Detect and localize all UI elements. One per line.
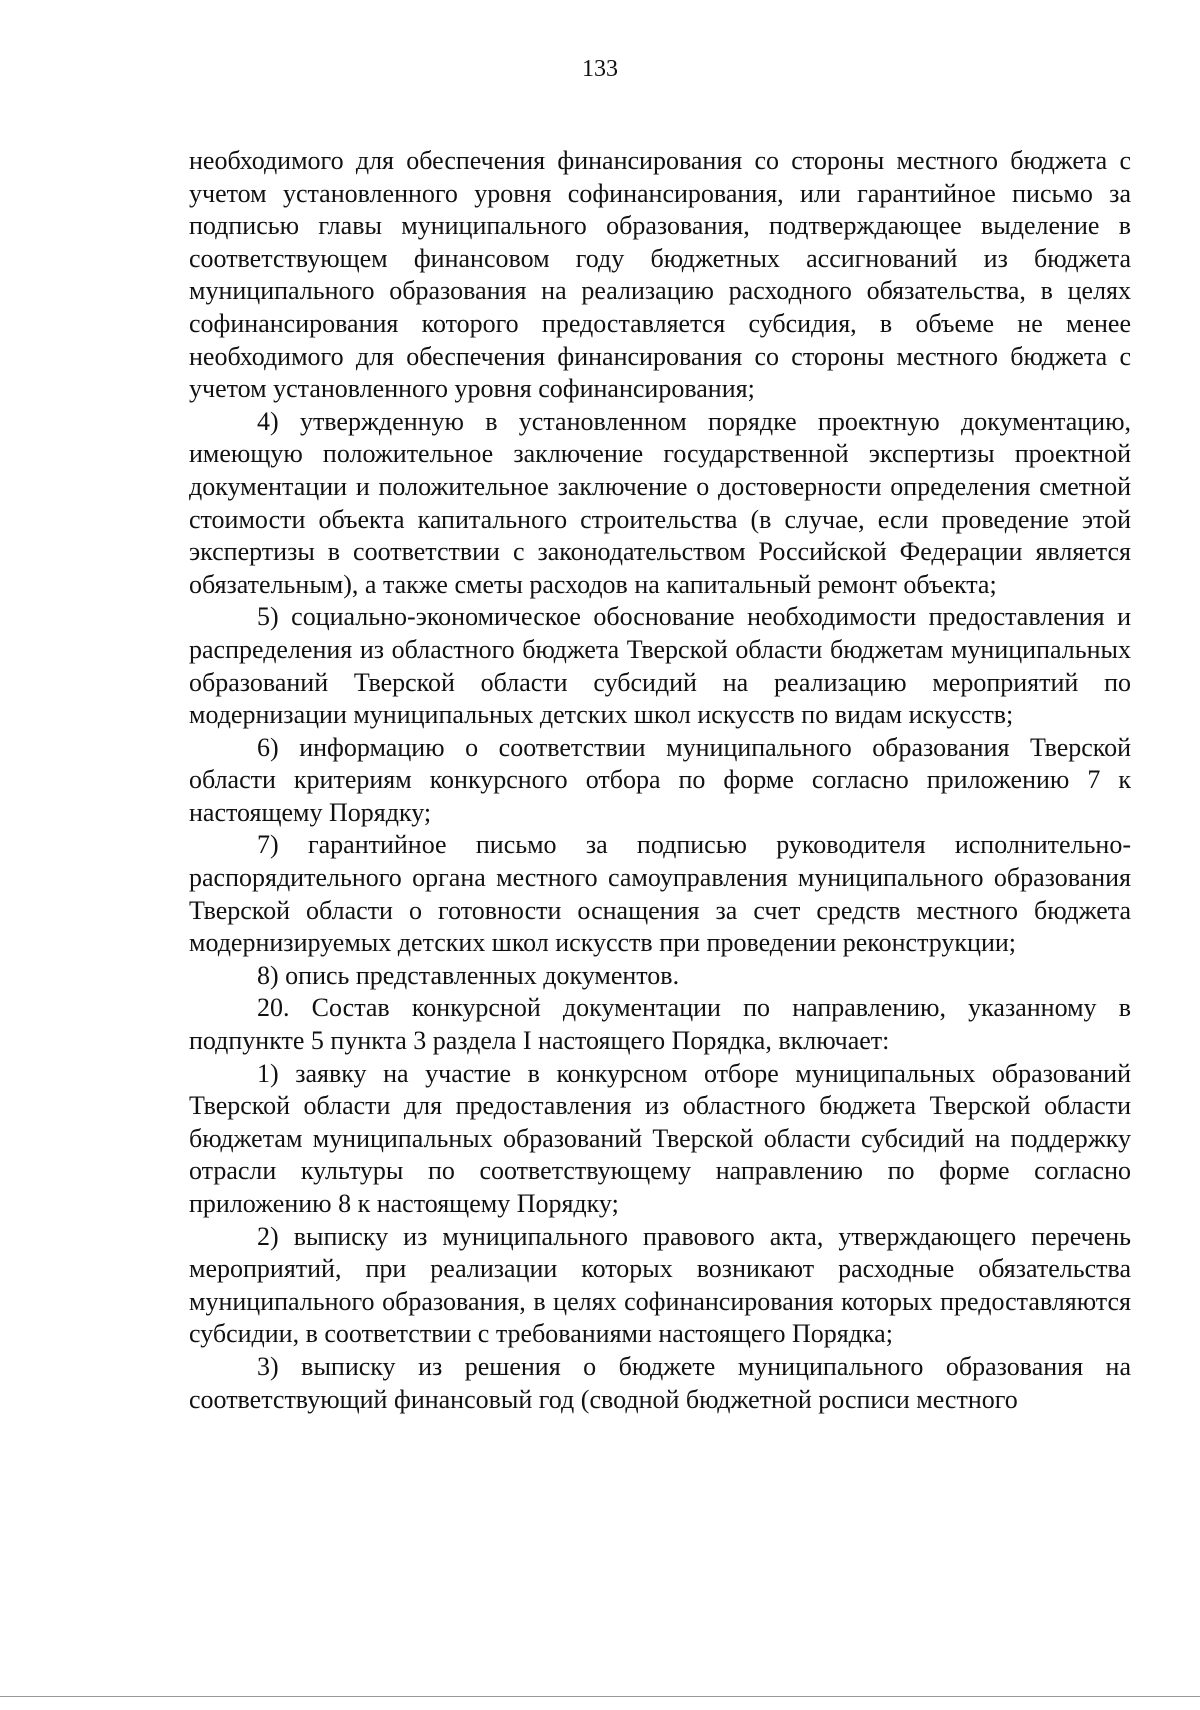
paragraph-continuation: необходимого для обеспечения финансирования со стороны местного бюджета с учетом установленного уровня софинансирования, или гарантийное письмо за подписью главы муниципального образования, подтверждающее выделение в соответствующем финансовом году бюджетных ассигнований из бюджета муниципального образования на реализацию расходного обязательства, в целях софинансирования которого предоставляется субсидия, в объеме не менее необходимого для обеспечения финансирования со стороны местного бюджета с учетом установленного уровня софинансирования;	[189, 146, 1131, 404]
paragraph-item-5: 5) социально-экономическое обоснование необходимости предоставления и распределения из областного бюджета Тверской области бюджетам муниципальных образований Тверской области субсидий на реализацию мероприятий по модернизации муниципальных детских школ искусств по видам искусств;	[189, 602, 1131, 730]
document-body	[189, 145, 1131, 1416]
paragraph-section-20-item-3: 3) выписку из решения о бюджете муниципального образования на соответствующий финансовый год (сводной бюджетной росписи местного	[189, 1351, 1131, 1414]
paragraph-item-4: 4) утвержденную в установленном порядке проектную документацию, имеющую положительное заключение государственной экспертизы проектной документации и положительное заключение о достоверности определения сметной стоимости объекта капитального строительства (в случае, если проведение этой экспертизы в соответствии с законодательством Российской Федерации является обязательным), а также сметы расходов на капитальный ремонт объекта;	[189, 406, 1131, 599]
paragraph-section-20-item-1: 1) заявку на участие в конкурсном отборе муниципальных образований Тверской области для предоставления из областного бюджета Тверской области бюджетам муниципальных образований Тверской области субсидий на поддержку отрасли культуры по соответствующему направлению по форме согласно приложению 8 к настоящему Порядку;	[189, 1058, 1131, 1218]
paragraph-section-20-item-2: 2) выписку из муниципального правового акта, утверждающего перечень мероприятий, при реализации которых возникают расходные обязательства муниципального образования, в целях софинансирования которых предоставляются субсидии, в соответствии с требованиями настоящего Порядка;	[189, 1221, 1131, 1349]
paragraph-item-7: 7) гарантийное письмо за подписью руководителя исполнительно-распорядительного органа местного самоуправления муниципального образования Тверской области о готовности оснащения за счет средств местного бюджета модернизируемых детских школ искусств при проведении реконструкции;	[189, 830, 1131, 958]
paragraph-item-8: 8) опись представленных документов.	[257, 960, 680, 990]
page-number: 133	[582, 56, 618, 82]
paragraph-section-20: 20. Состав конкурсной документации по направлению, указанному в подпункте 5 пункта 3 раздела I настоящего Порядка, включает:	[189, 993, 1131, 1056]
paragraph-item-6: 6) информацию о соответствии муниципального образования Тверской области критериям конкурсного отбора по форме согласно приложению 7 к настоящему Порядку;	[189, 732, 1131, 827]
scan-edge-mark	[0, 1696, 1200, 1697]
